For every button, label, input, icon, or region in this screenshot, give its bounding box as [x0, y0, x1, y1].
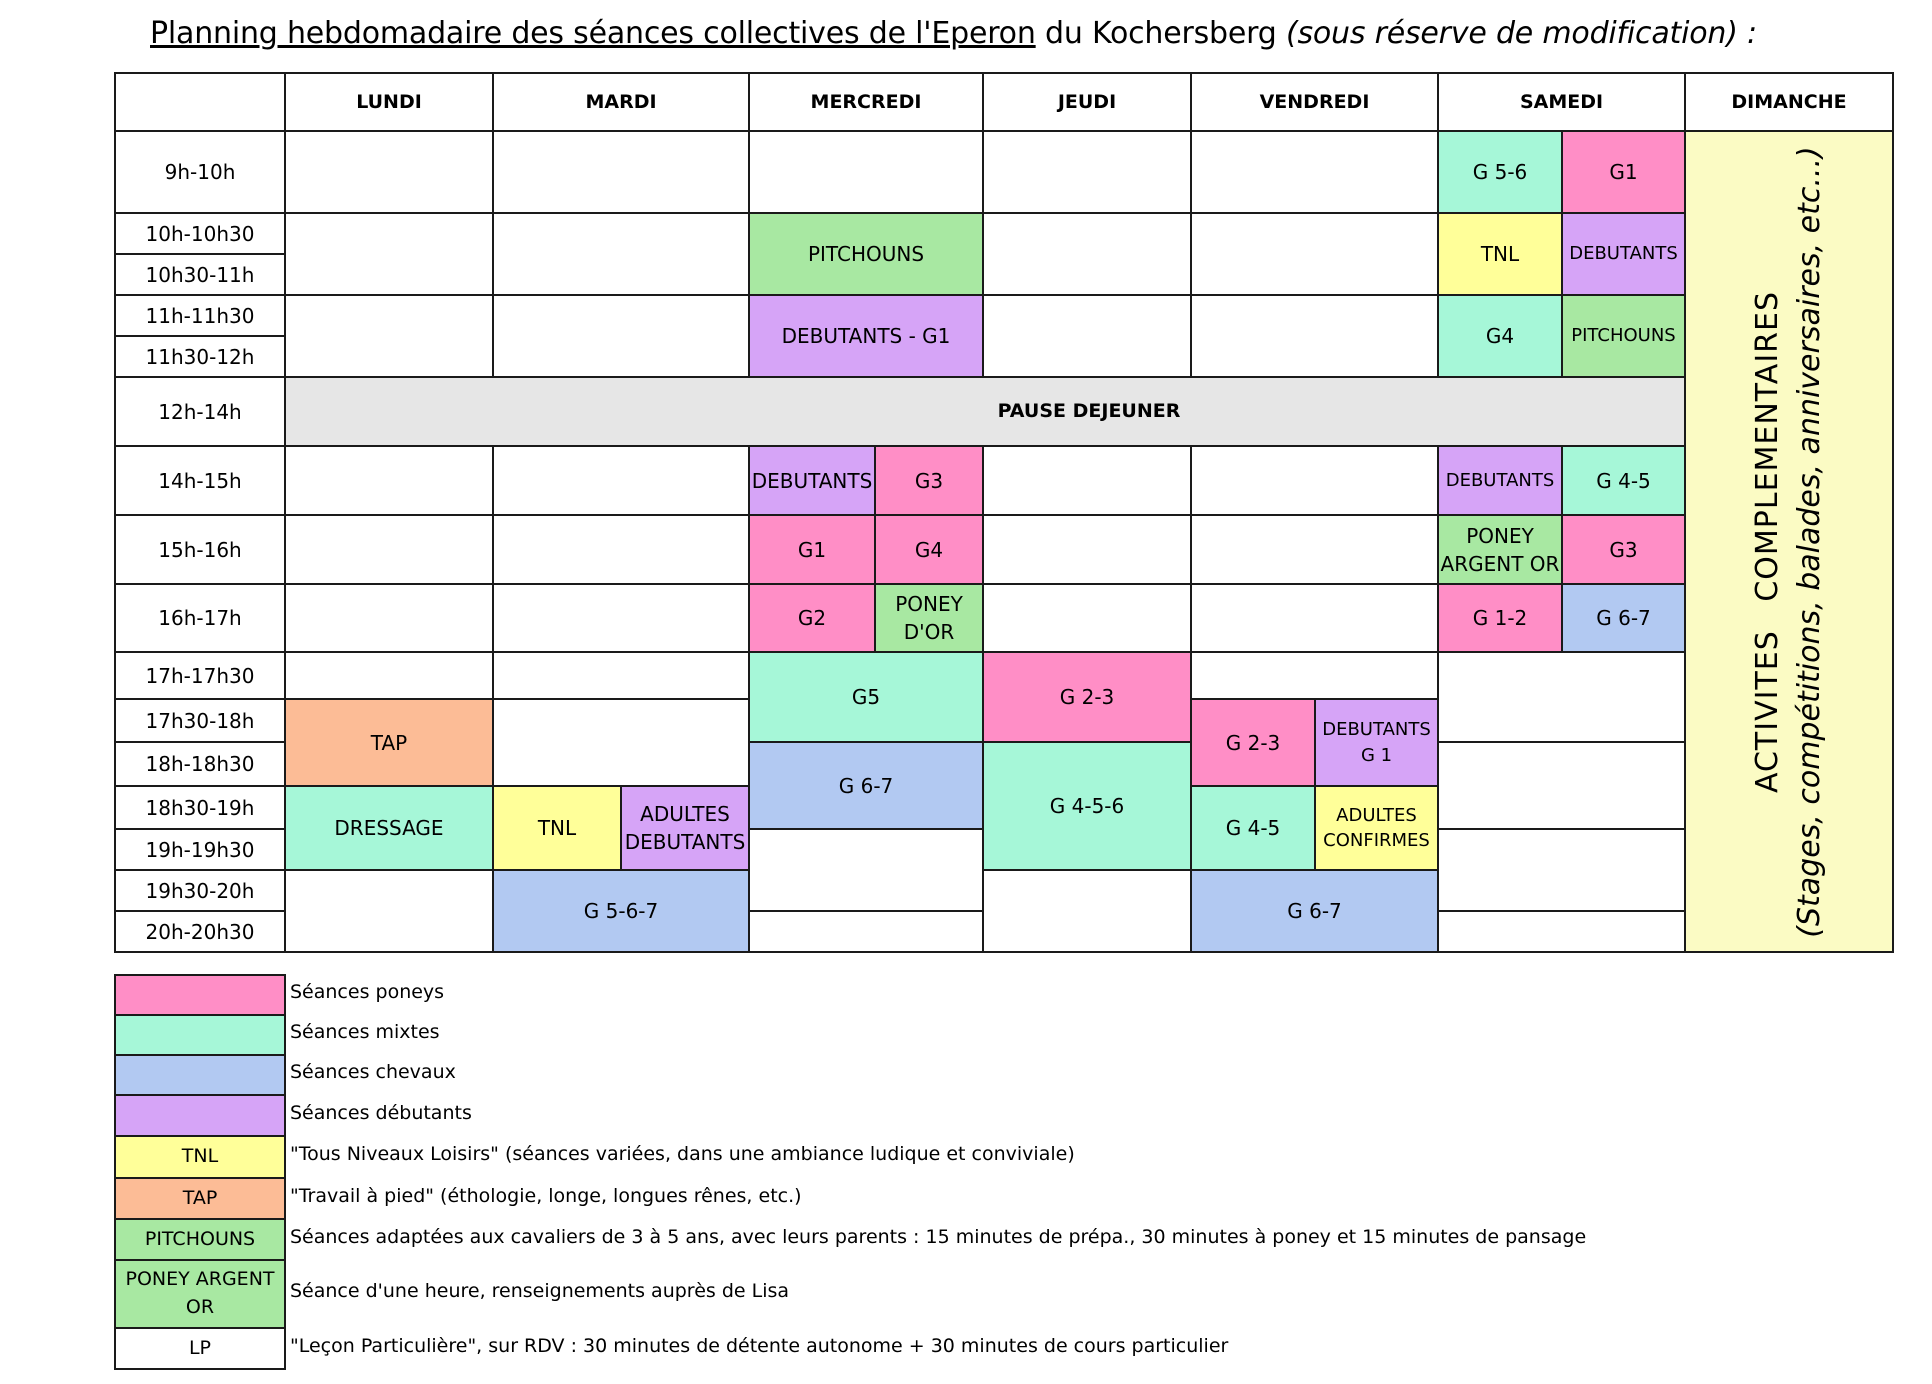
empty-slot	[982, 212, 1192, 296]
session-lun-tap: TAP	[284, 698, 494, 787]
empty-slot	[284, 212, 494, 296]
day-header-lundi: LUNDI	[284, 72, 494, 132]
session-sam-poney-argent-or: PONEY ARGENT OR	[1437, 514, 1563, 585]
title-plain: du Kochersberg	[1035, 16, 1286, 51]
legend-description: Séances poneys	[290, 981, 445, 1003]
empty-slot	[982, 583, 1192, 653]
empty-slot	[1437, 910, 1686, 953]
empty-slot	[492, 651, 750, 700]
session-sam-tnl: TNL	[1437, 212, 1563, 296]
swatch-debutants	[114, 1094, 286, 1137]
swatch-lp: LP	[114, 1327, 286, 1370]
empty-slot	[1190, 130, 1439, 214]
session-ven-debutants-g1: DEBUTANTS G 1	[1314, 698, 1439, 787]
session-mer-g5: G5	[748, 651, 984, 743]
title-underlined: Planning hebdomadaire des séances collectives de l'Eperon	[150, 16, 1036, 51]
session-sam-debutants-pm: DEBUTANTS	[1437, 445, 1563, 516]
time-slot: 10h30-11h	[114, 253, 286, 296]
empty-slot	[1437, 651, 1686, 743]
legend-description: Séances chevaux	[290, 1061, 456, 1083]
day-header-dimanche: DIMANCHE	[1684, 72, 1894, 132]
session-mer-g4: G4	[874, 514, 984, 585]
empty-slot	[1190, 445, 1439, 516]
empty-slot	[1190, 514, 1439, 585]
empty-slot	[284, 651, 494, 700]
session-mar-g567: G 5-6-7	[492, 869, 750, 953]
empty-slot	[1190, 294, 1439, 378]
empty-slot	[982, 294, 1192, 378]
time-slot: 19h30-20h	[114, 869, 286, 912]
empty-slot	[748, 130, 984, 214]
session-mar-tnl: TNL	[492, 785, 622, 871]
empty-slot	[1190, 583, 1439, 653]
session-pause: PAUSE DEJEUNER	[284, 376, 1894, 447]
session-mer-g67: G 6-7	[748, 741, 984, 830]
activites-label: ACTIVITES COMPLEMENTAIRES	[1750, 290, 1785, 793]
session-sam-g67: G 6-7	[1561, 583, 1686, 653]
activites-detail: (Stages, compétitions, balades, anniversaires, etc...)	[1792, 145, 1827, 938]
swatch-tnl: TNL	[114, 1135, 286, 1179]
empty-slot	[492, 514, 750, 585]
day-header-vendredi: VENDREDI	[1190, 72, 1439, 132]
empty-slot	[492, 212, 750, 296]
day-header-samedi: SAMEDI	[1437, 72, 1686, 132]
empty-slot	[284, 514, 494, 585]
time-slot: 17h-17h30	[114, 651, 286, 700]
session-jeu-g23: G 2-3	[982, 651, 1192, 743]
empty-slot	[492, 445, 750, 516]
legend-description: "Travail à pied" (éthologie, longe, longues rênes, etc.)	[290, 1184, 802, 1207]
empty-slot	[748, 910, 984, 953]
swatch-pitchouns: PITCHOUNS	[114, 1218, 286, 1261]
time-slot: 18h-18h30	[114, 741, 286, 787]
session-ven-g23: G 2-3	[1190, 698, 1316, 787]
legend-description: Séances débutants	[290, 1101, 472, 1124]
session-sam-g45: G 4-5	[1561, 445, 1686, 516]
empty-slot	[982, 130, 1192, 214]
session-sam-g12: G 1-2	[1437, 583, 1563, 653]
session-mer-poney-dor: PONEY D'OR	[874, 583, 984, 653]
session-mer-g1: G1	[748, 514, 876, 585]
legend-description: Séances adaptées aux cavaliers de 3 à 5 ans, avec leurs parents : 15 minutes de prépa., 30 minutes à poney et 15 minutes de pansage	[290, 1225, 1587, 1248]
session-sam-debutants: DEBUTANTS	[1561, 212, 1686, 296]
swatch-poney-argent-or: PONEY ARGENT OR	[114, 1259, 286, 1329]
time-slot: 15h-16h	[114, 514, 286, 585]
empty-slot	[1190, 651, 1439, 700]
swatch-chevaux	[114, 1054, 286, 1096]
empty-slot	[492, 698, 750, 787]
page-title	[150, 16, 1757, 51]
time-slot: 19h-19h30	[114, 828, 286, 871]
empty-slot	[284, 130, 494, 214]
dimanche-text	[1747, 146, 1831, 937]
time-slot: 16h-17h	[114, 583, 286, 653]
time-slot: 11h-11h30	[114, 294, 286, 337]
time-slot: 12h-14h	[114, 376, 286, 447]
empty-slot	[982, 514, 1192, 585]
session-mer-g2: G2	[748, 583, 876, 653]
empty-slot	[284, 869, 494, 953]
time-slot: 14h-15h	[114, 445, 286, 516]
empty-slot	[1190, 212, 1439, 296]
empty-slot	[284, 294, 494, 378]
empty-slot	[748, 828, 984, 912]
session-mer-debutants-g1: DEBUTANTS - G1	[748, 294, 984, 378]
time-slot: 18h30-19h	[114, 785, 286, 830]
empty-slot	[982, 445, 1192, 516]
session-mer-g3: G3	[874, 445, 984, 516]
swatch-poneys	[114, 974, 286, 1016]
session-ven-adultes-confirmes: ADULTES CONFIRMES	[1314, 785, 1439, 871]
empty-slot	[492, 583, 750, 653]
legend-description: Séance d'une heure, renseignements auprès de Lisa	[290, 1280, 790, 1302]
swatch-mixtes	[114, 1014, 286, 1056]
empty-slot	[492, 294, 750, 378]
day-header-mardi: MARDI	[492, 72, 750, 132]
session-sam-g3: G3	[1561, 514, 1686, 585]
session-mar-adultes-debutants: ADULTES DEBUTANTS	[620, 785, 750, 871]
session-lun-dressage: DRESSAGE	[284, 785, 494, 871]
dimanche-activites	[1684, 130, 1894, 953]
session-sam-g56: G 5-6	[1437, 130, 1563, 214]
empty-slot	[1437, 828, 1686, 912]
empty-slot	[1437, 741, 1686, 830]
time-slot: 9h-10h	[114, 130, 286, 214]
session-jeu-g456: G 4-5-6	[982, 741, 1192, 871]
time-slot: 20h-20h30	[114, 910, 286, 953]
empty-slot	[284, 445, 494, 516]
session-sam-g1: G1	[1561, 130, 1686, 214]
title-note: (sous réserve de modification) :	[1285, 16, 1757, 51]
session-sam-g4: G4	[1437, 294, 1563, 378]
empty-slot	[284, 583, 494, 653]
corner-cell	[114, 72, 286, 132]
day-header-mercredi: MERCREDI	[748, 72, 984, 132]
time-slot: 10h-10h30	[114, 212, 286, 255]
empty-slot	[982, 869, 1192, 953]
empty-slot	[492, 130, 750, 214]
time-slot: 11h30-12h	[114, 335, 286, 378]
legend-description: Séances mixtes	[290, 1021, 440, 1043]
legend-description: "Leçon Particulière", sur RDV : 30 minutes de détente autonome + 30 minutes de cours particulier	[290, 1334, 1229, 1357]
session-mer-pitchouns: PITCHOUNS	[748, 212, 984, 296]
session-mer-debutants: DEBUTANTS	[748, 445, 876, 516]
day-header-jeudi: JEUDI	[982, 72, 1192, 132]
session-sam-pitchouns: PITCHOUNS	[1561, 294, 1686, 378]
session-ven-g67: G 6-7	[1190, 869, 1439, 953]
session-ven-g45: G 4-5	[1190, 785, 1316, 871]
time-slot: 17h30-18h	[114, 698, 286, 743]
swatch-tap: TAP	[114, 1177, 286, 1220]
legend-description: "Tous Niveaux Loisirs" (séances variées, dans une ambiance ludique et conviviale)	[290, 1143, 1075, 1165]
